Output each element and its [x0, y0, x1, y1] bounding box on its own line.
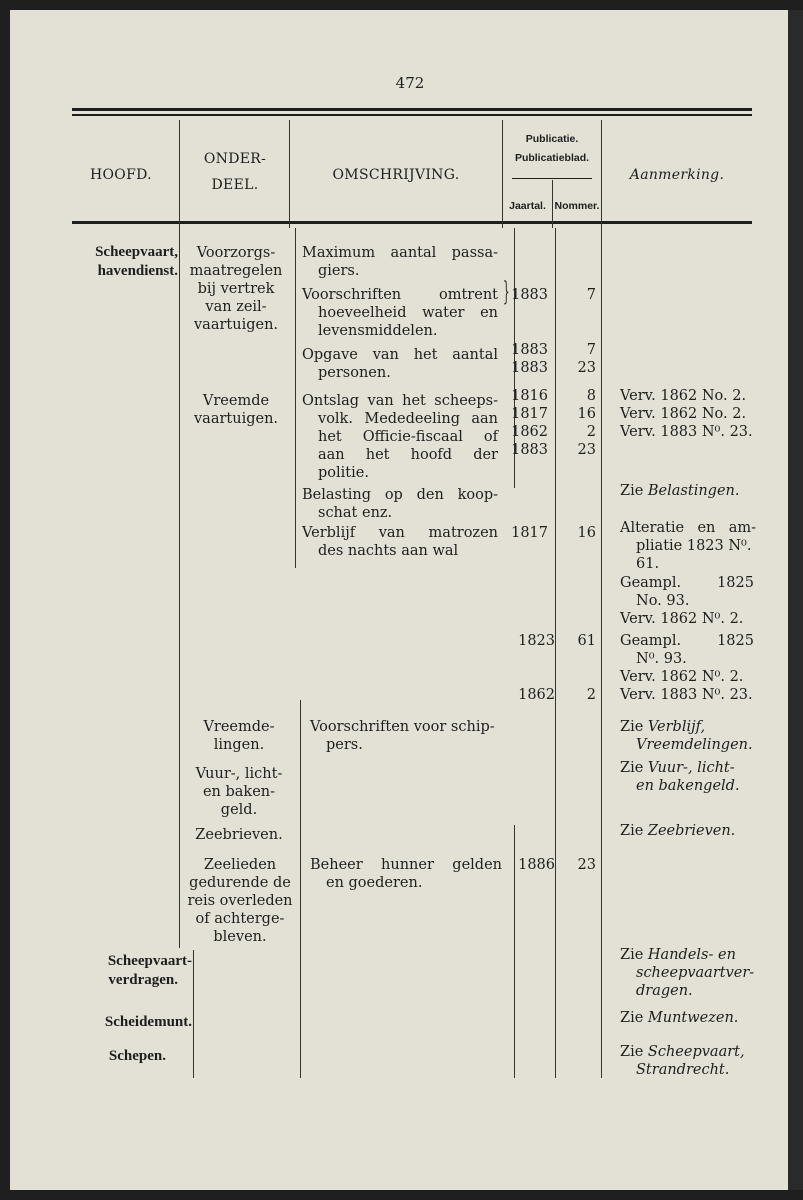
text-line: en goederen. — [326, 875, 423, 891]
aanmerking-zie-muntwezen — [620, 1009, 738, 1027]
header-brace — [512, 178, 592, 179]
nommer-cell: 16 — [577, 406, 596, 422]
jaartal-cell: 1883 — [511, 342, 548, 358]
text-line: Belasting op den koop- — [302, 487, 498, 503]
zie-ref: Muntwezen. — [647, 1010, 739, 1026]
header-rule — [72, 221, 752, 224]
zie-ref: Strandrecht. — [636, 1062, 730, 1078]
zie-ref: Vuur-, licht- — [647, 760, 735, 776]
nommer-cell: 7 — [586, 342, 596, 358]
jaartal-cell: 1862 — [511, 424, 548, 440]
text-line: van zeil- — [205, 299, 267, 315]
header-omschrijving: OMSCHRIJVING. — [332, 167, 460, 183]
page-number: 472 — [395, 74, 425, 92]
text-line: politie. — [318, 465, 369, 481]
hoofd-scheepvaart-1: Scheepvaart, — [95, 244, 178, 260]
text-line: Geampl. 1825 — [620, 633, 754, 649]
text-line: Vreemde- — [203, 719, 275, 735]
text-line: pers. — [326, 737, 363, 753]
text-line: en baken- — [202, 784, 276, 800]
header-onderdeel-1: ONDER- — [203, 151, 267, 167]
text-line: Verv. 1862 N⁰. 2. — [620, 669, 744, 685]
text-line: Verblijf van matrozen — [302, 525, 498, 541]
hoofd-scheepvaart-2: havendienst. — [97, 263, 178, 279]
header-publicatieblad: Publicatieblad. — [514, 152, 590, 164]
zie-ref: Belastingen. — [647, 483, 740, 499]
header-onderdeel-2: DEEL. — [211, 177, 259, 193]
zie-label: Zie — [620, 483, 644, 499]
body-line-2b — [300, 700, 301, 1078]
nommer-cell: 16 — [577, 525, 596, 541]
nommer-cell: 7 — [586, 287, 596, 303]
jaartal-cell: 1817 — [511, 406, 548, 422]
text-line: Beheer hunner gelden — [310, 857, 502, 873]
hoofd-verdragen-1: Scheepvaart- — [107, 953, 192, 969]
brace-right: } — [502, 277, 510, 307]
aanmerking-verv: Verv. 1883 N⁰. 23. — [620, 424, 753, 440]
text-line: pliatie 1823 N⁰. — [636, 538, 752, 554]
body-line-2 — [295, 228, 296, 568]
hoofd-verdragen-2: verdragen. — [108, 972, 178, 988]
text-line: personen. — [318, 365, 391, 381]
zie-ref: en bakengeld. — [636, 778, 740, 794]
text-line: Voorzorgs- — [196, 245, 276, 261]
text-line: geld. — [220, 802, 258, 818]
text-line: Voorschriften voor schip- — [310, 719, 495, 735]
text-line: Zeelieden — [203, 857, 277, 873]
text-line: Maximum aantal passa- — [302, 245, 498, 261]
aanmerking-zie-zeebrieven — [620, 822, 735, 840]
text-line: of achterge- — [195, 911, 285, 927]
text-line: volk. Mededeeling aan — [318, 411, 498, 427]
top-rule-thin — [72, 114, 752, 116]
nommer-cell: 23 — [577, 857, 596, 873]
text-line: levensmiddelen. — [318, 323, 438, 339]
jaartal-cell: 1883 — [511, 360, 548, 376]
col-line-1 — [179, 120, 180, 228]
zie-ref: Zeebrieven. — [647, 823, 736, 839]
jaartal-cell: 1883 — [511, 287, 548, 303]
zie-label: Zie — [620, 947, 644, 963]
text-line: N⁰. 93. — [636, 651, 687, 667]
text-line: schat enz. — [318, 505, 393, 521]
zie-ref: dragen. — [636, 983, 693, 999]
zie-label: Zie — [620, 1010, 644, 1026]
text-line: No. 93. — [636, 593, 690, 609]
header-hoofd: HOOFD. — [90, 167, 152, 183]
zie-label: Zie — [620, 1044, 644, 1060]
zie-label: Zie — [620, 823, 644, 839]
header-publicatie: Publicatie. — [525, 133, 579, 145]
text-line: aan het hoofd der — [318, 447, 498, 463]
jaartal-cell: 1816 — [511, 388, 548, 404]
header-aanmerking: Aanmerking. — [629, 167, 725, 183]
text-line: Vreemde — [202, 393, 270, 409]
zie-ref: Handels- en — [647, 947, 736, 963]
text-line: Zeebrieven. — [195, 827, 283, 843]
nommer-cell: 61 — [577, 633, 596, 649]
text-line: vaartuigen. — [193, 317, 279, 333]
aanmerking-zie-belastingen — [620, 482, 739, 500]
jaartal-cell: 1823 — [518, 633, 555, 649]
aanmerking-verv-1883: Verv. 1883 N⁰. 23. — [620, 687, 753, 703]
text-line: Opgave van het aantal — [302, 347, 498, 363]
body-line-5 — [601, 228, 602, 1078]
text-line: Alteratie en am- — [620, 520, 756, 536]
nommer-cell: 2 — [586, 424, 596, 440]
text-line: bleven. — [213, 929, 267, 945]
zie-ref: scheepvaartver- — [636, 965, 755, 981]
page-edge — [788, 10, 803, 1190]
text-line: Vuur-, licht- — [195, 766, 283, 782]
header-nommer: Nommer. — [554, 200, 600, 212]
text-line: Verv. 1862 N⁰. 2. — [620, 611, 744, 627]
zie-ref: Verblijf, — [647, 719, 706, 735]
top-rule — [72, 108, 752, 111]
aanmerking-verv: Verv. 1862 No. 2. — [620, 406, 747, 422]
text-line: vaartuigen. — [193, 411, 279, 427]
text-line: Voorschriften omtrent — [302, 287, 498, 303]
text-line: Ontslag van het scheeps- — [302, 393, 498, 409]
header-jaartal: Jaartal. — [509, 200, 546, 212]
text-line: hoeveelheid water en — [318, 305, 498, 321]
hoofd-schepen: Schepen. — [108, 1048, 166, 1064]
text-line: reis overleden — [187, 893, 293, 909]
aanmerking-verv: Verv. 1862 No. 2. — [620, 388, 747, 404]
text-line: het Officie-fiscaal of — [318, 429, 498, 445]
text-line: lingen. — [213, 737, 265, 753]
nommer-cell: 2 — [586, 687, 596, 703]
nommer-cell: 8 — [586, 388, 596, 404]
jaartal-cell: 1886 — [518, 857, 555, 873]
jaartal-cell: 1817 — [511, 525, 548, 541]
zie-ref: Scheepvaart, — [647, 1044, 745, 1060]
jaartal-cell: 1862 — [518, 687, 555, 703]
zie-label: Zie — [620, 760, 644, 776]
nommer-cell: 23 — [577, 360, 596, 376]
nommer-cell: 23 — [577, 442, 596, 458]
zie-label: Zie — [620, 719, 644, 735]
body-line-1b — [193, 950, 194, 1078]
text-line: des nachts aan wal — [318, 543, 459, 559]
body-line-1 — [179, 228, 180, 948]
text-line: giers. — [318, 263, 360, 279]
text-line: Geampl. 1825 — [620, 575, 754, 591]
zie-ref: Vreemdelingen. — [636, 737, 753, 753]
text-line: gedurende de — [189, 875, 291, 891]
hoofd-scheidemunt: Scheidemunt. — [104, 1014, 192, 1030]
text-line: 61. — [636, 556, 660, 572]
jaartal-cell: 1883 — [511, 442, 548, 458]
text-line: maatregelen — [189, 263, 283, 279]
text-line: bij vertrek — [197, 281, 275, 297]
